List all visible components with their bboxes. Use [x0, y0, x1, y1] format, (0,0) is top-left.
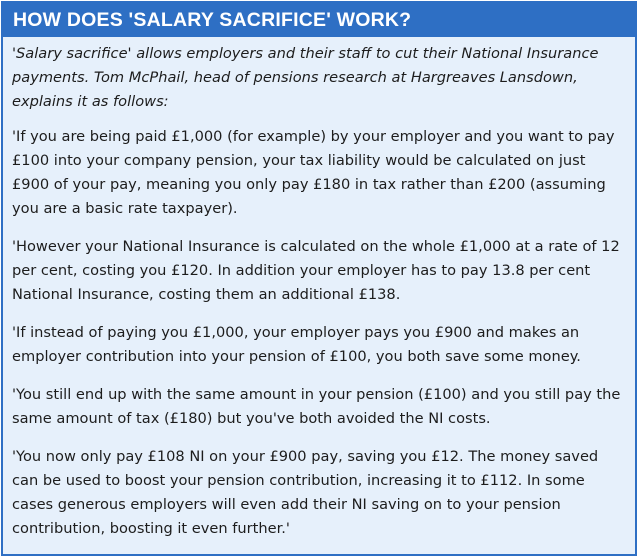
box-header: [3, 3, 635, 37]
box-content: [3, 37, 635, 541]
info-box: [1, 1, 637, 556]
paragraph-2: 'However your National Insurance is calculated on the whole £1,000 at a rate of 12 per cent, costing you £120. In addition your employer has to pay 13.8 per cent National Insurance, costing them an additional £138.: [12, 238, 620, 303]
paragraph-5: 'You now only pay £108 NI on your £900 pay, saving you £12. The money saved can be used to boost your pension contribution, increasing it to £112. In some cases generous employers will even add their NI saving on to your pension contribution, boosting it even further.': [12, 448, 599, 537]
paragraph-4: 'You still end up with the same amount in your pension (£100) and you still pay the same amount of tax (£180) but you've both avoided the NI costs.: [12, 386, 621, 427]
paragraph-3: 'If instead of paying you £1,000, your employer pays you £900 and makes an employer contribution into your pension of £100, you both save some money.: [12, 324, 581, 365]
box-title: HOW DOES 'SALARY SACRIFICE' WORK?: [13, 8, 412, 31]
intro-paragraph: 'Salary sacrifice' allows employers and their staff to cut their National Insurance payments. Tom McPhail, head of pensions research at Hargreaves Lansdown, explains it as follows:: [12, 45, 599, 110]
paragraph-1: 'If you are being paid £1,000 (for example) by your employer and you want to pay £100 into your company pension, your tax liability would be calculated on just £900 of your pay, meaning you only pay £180 in tax rather than £200 (assuming you are a basic rate taxpayer).: [12, 128, 615, 217]
